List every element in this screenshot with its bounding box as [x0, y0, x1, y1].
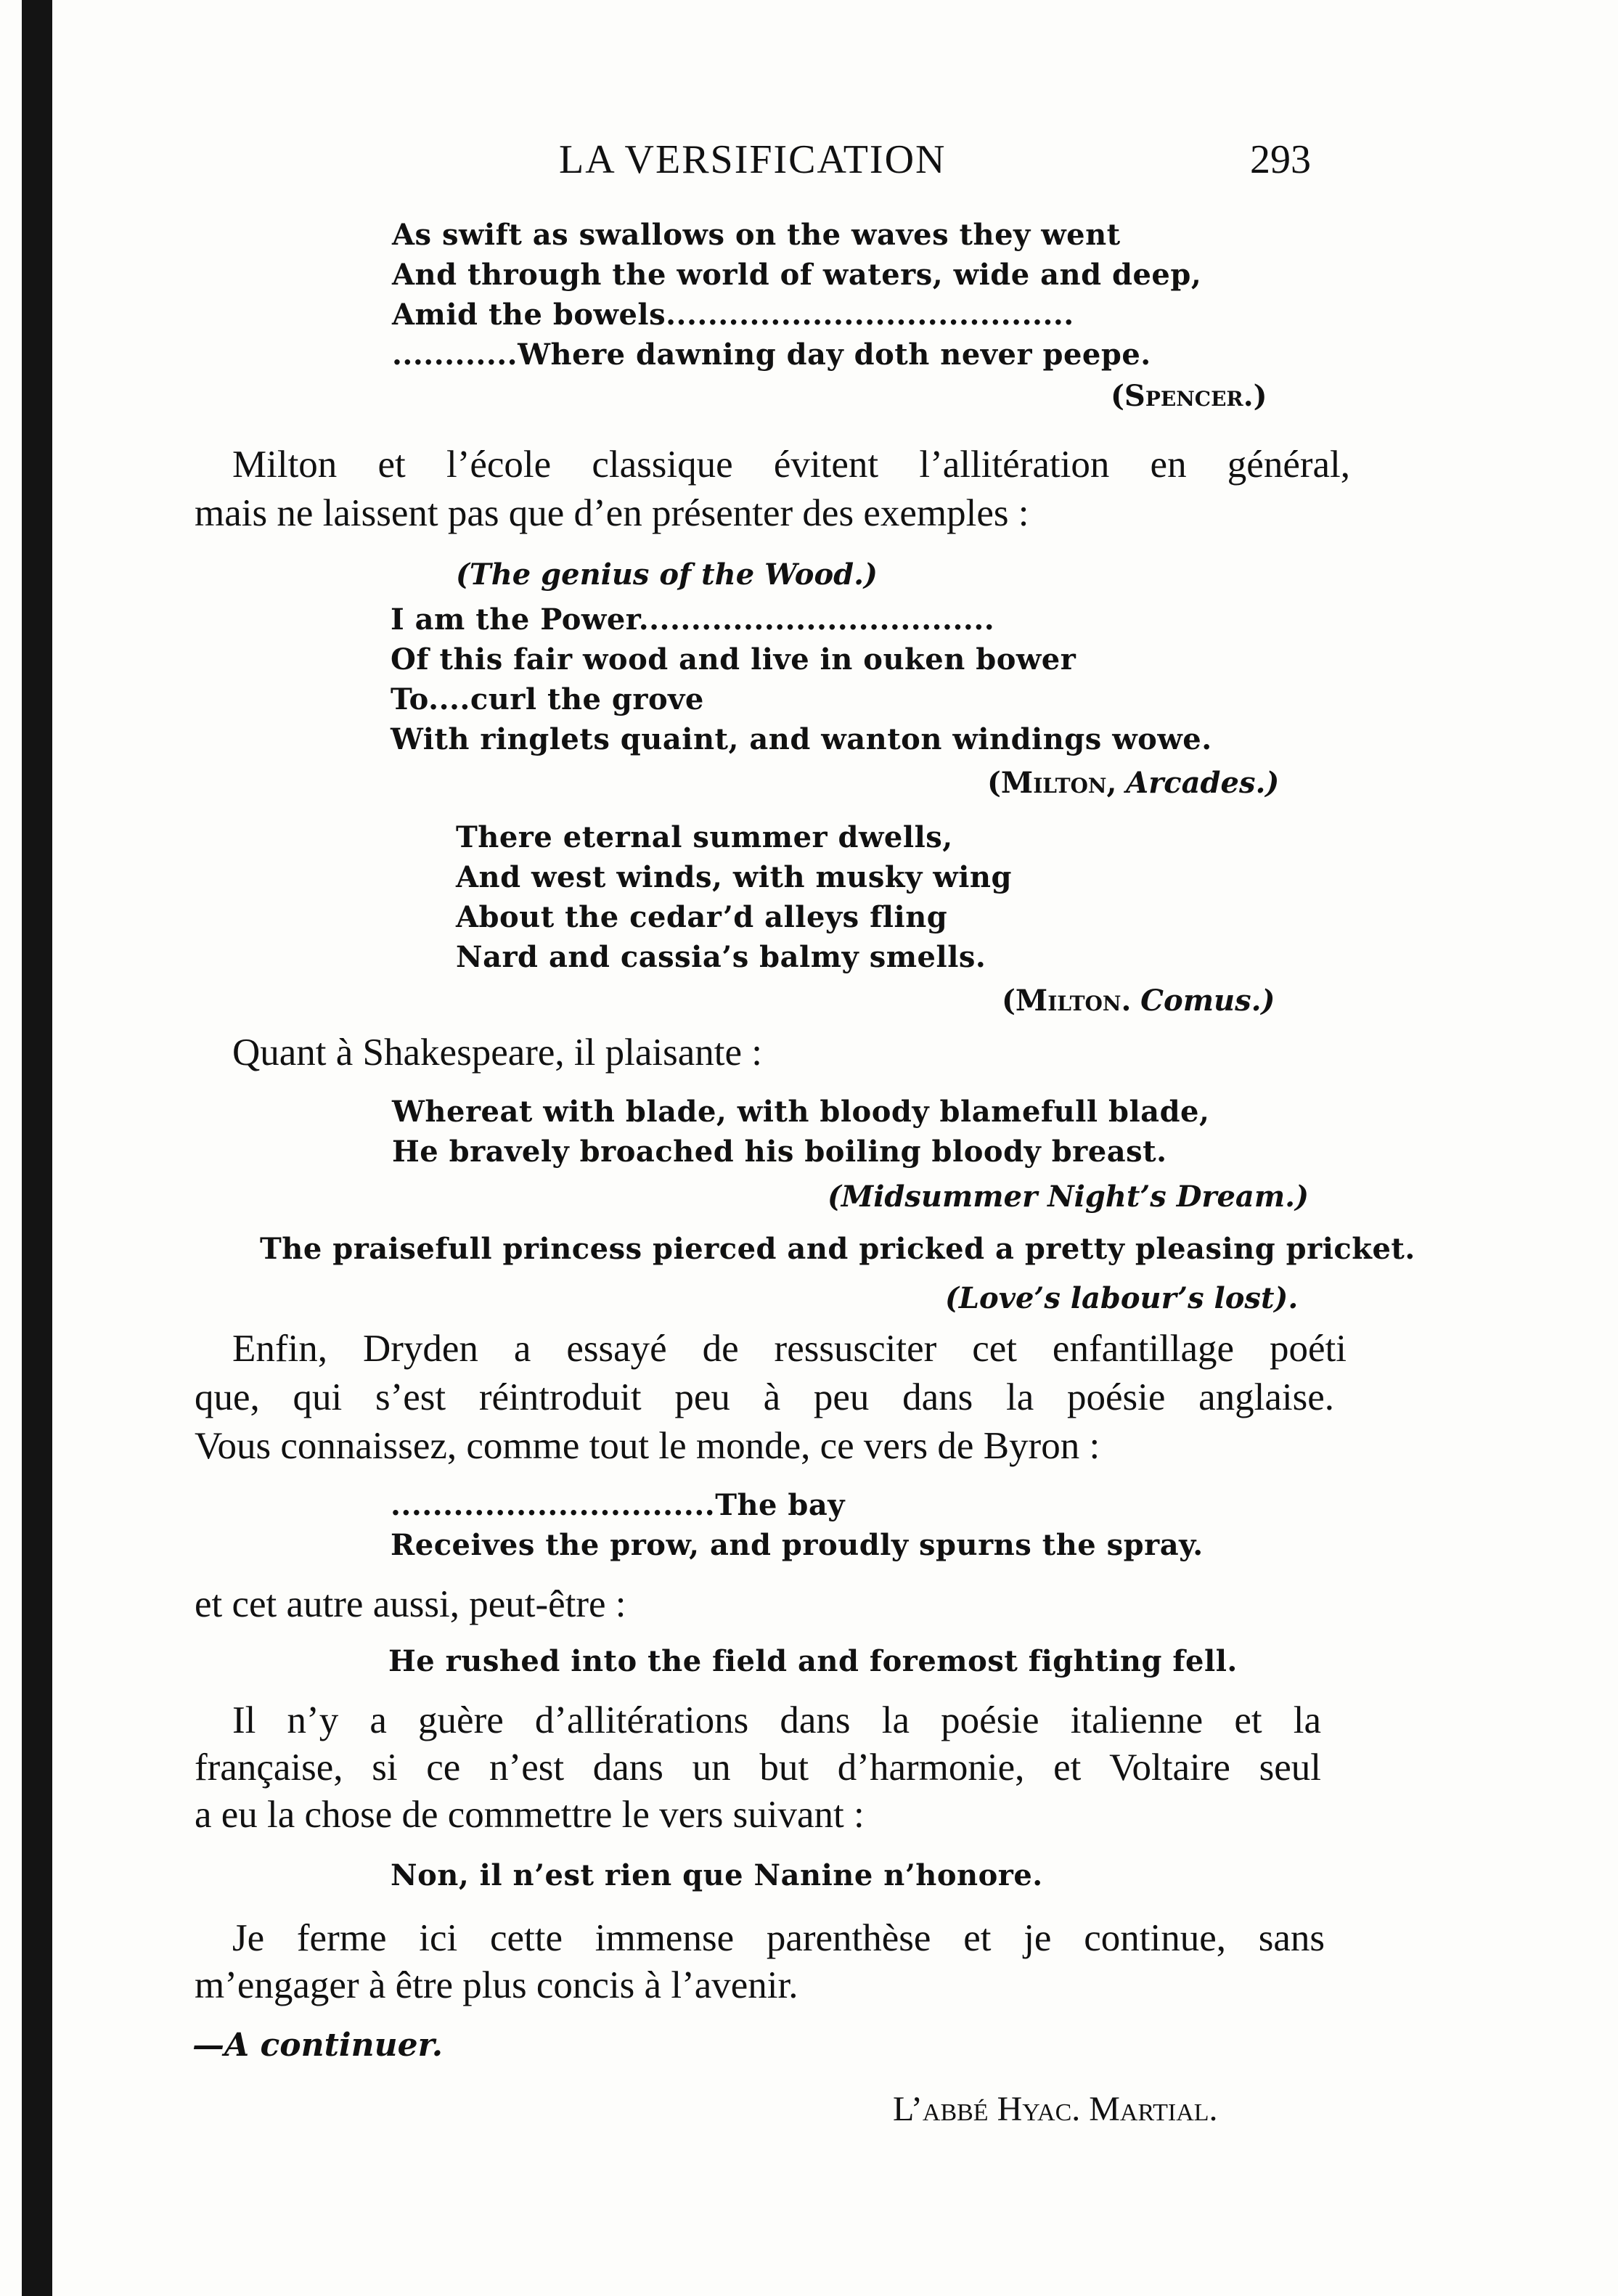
book-spine-shadow	[22, 0, 52, 2296]
verse-line: With ringlets quaint, and wanton windings wowe.	[391, 722, 1212, 756]
page-number: 293	[1250, 137, 1311, 182]
verse-line: And west winds, with musky wing	[456, 860, 1012, 894]
verse-line: About the cedar’d alleys fling	[456, 900, 948, 934]
verse-line: The praisefull princess pierced and pricked a pretty pleasing pricket.	[260, 1232, 1415, 1266]
poem-subtitle: (The genius of the Wood.)	[456, 557, 878, 592]
verse-line: And through the world of waters, wide and deep,	[392, 258, 1202, 292]
paragraph-line: et cet autre aussi, peut-être :	[195, 1583, 626, 1625]
verse-line: As swift as swallows on the waves they went	[392, 218, 1121, 252]
verse-line: To....curl the grove	[391, 682, 704, 716]
paragraph-line: mais ne laissent pas que d’en présenter des exemples :	[195, 492, 1029, 534]
author-signature	[893, 2089, 1218, 2129]
paragraph-line: Enfin, Dryden a essayé de ressusciter cet enfantillage poéti	[232, 1328, 1347, 1370]
verse-line: Receives the prow, and proudly spurns the spray.	[391, 1528, 1204, 1562]
verse-line: Whereat with blade, with bloody blamefull blade,	[392, 1095, 1210, 1129]
verse-line: Non, il n’est rien que Nanine n’honore.	[391, 1858, 1043, 1892]
signature-text: L’abbé Hyac. Martial.	[893, 2090, 1218, 2128]
verse-line: Amid the bowels.......................................	[392, 298, 1074, 332]
attribution-work: Arcades.)	[1126, 766, 1280, 800]
attribution-author: (Milton.	[1002, 984, 1132, 1018]
attribution: (Midsummer Night’s Dream.)	[828, 1180, 1309, 1214]
attribution-author: (Milton,	[987, 766, 1117, 800]
paragraph-line: que, qui s’est réintroduit peu à peu dans la poésie anglaise.	[195, 1376, 1334, 1418]
attribution: (Love’s labour’s lost).	[945, 1281, 1299, 1315]
paragraph-line: Quant à Shakespeare, il plaisante :	[232, 1031, 762, 1074]
attribution	[987, 766, 1279, 800]
paragraph-line: a eu la chose de commettre le vers suivant :	[195, 1794, 865, 1836]
attribution	[1002, 984, 1275, 1018]
running-title: LA VERSIFICATION	[559, 137, 947, 182]
verse-line: He rushed into the field and foremost fighting fell.	[388, 1644, 1238, 1678]
continue-note: —A continuer.	[192, 2027, 444, 2064]
verse-line: He bravely broached his boiling bloody breast.	[392, 1135, 1167, 1169]
verse-line: Of this fair wood and live in ouken bower	[391, 642, 1076, 677]
verse-line: Nard and cassia’s balmy smells.	[456, 940, 986, 974]
verse-line: I am the Power..................................	[391, 602, 995, 637]
verse-line: ...............................The bay	[391, 1488, 846, 1522]
paragraph-line: Milton et l’école classique évitent l’allitération en général,	[232, 444, 1350, 486]
paragraph-line: m’engager à être plus concis à l’avenir.	[195, 1964, 798, 2006]
paragraph-line: Vous connaissez, comme tout le monde, ce vers de Byron :	[195, 1425, 1100, 1467]
attribution-work: Comus.)	[1140, 984, 1275, 1018]
paragraph-line: Il n’y a guère d’allitérations dans la poésie italienne et la	[232, 1699, 1321, 1741]
attribution: (Spencer.)	[1111, 379, 1267, 413]
paragraph-line: Je ferme ici cette immense parenthèse et je continue, sans	[232, 1917, 1325, 1959]
paragraph-line: française, si ce n’est dans un but d’harmonie, et Voltaire seul	[195, 1746, 1321, 1789]
verse-line: There eternal summer dwells,	[456, 820, 953, 854]
verse-line: ............Where dawning day doth never peepe.	[392, 338, 1151, 372]
